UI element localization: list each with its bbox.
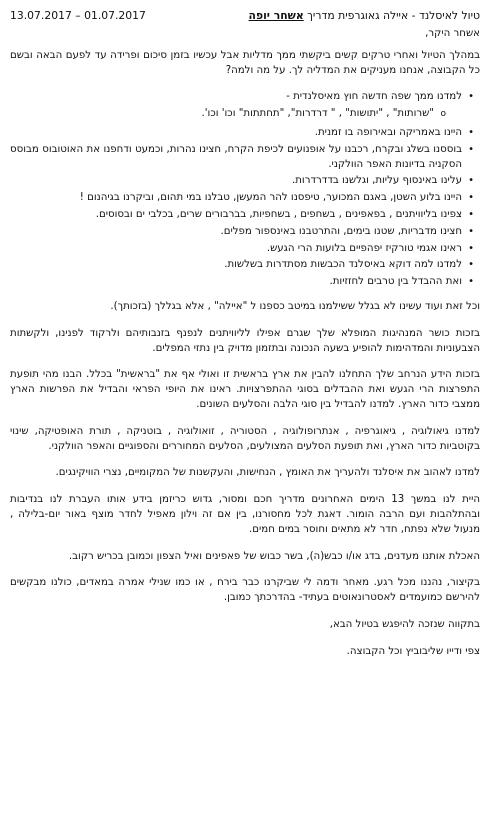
paragraph-3: בזכות כושר המנהיגות המופלא שלך שגרם אפילו לליוויתנים לנפנף בזנבותיהם ולרקוד לפנינו, ולקשתות הצבעוניות והמדהימות להופיע בשעה הנכונה ובתזמון מדויק בין נתזי המפלים.	[10, 327, 480, 354]
header-trip-info	[249, 8, 480, 23]
list-item	[10, 225, 462, 240]
list-item-text: חצינו מדבריות, שטנו בימים, והתרטבנו באינספור מפלים.	[220, 225, 462, 237]
paragraph-9: בקיצור, נהננו מכל רגע. מאחר ודמה לי שביקרנו כבר בירח , או כמו שנילי אמרה במאדים, כולנו מבקשים להירשם כמועמדים לאסטרונאוטים בעתיד- בהדרכתך כמובן.	[10, 577, 480, 604]
paragraph-8: האכלת אותנו מעדנים, בדג או/ו כבש(ה), בשר כבוש של פאפינים ואיל הצפון וכמובן בכריש רקוב.	[68, 550, 480, 562]
paragraph-6: למדנו לאהוב את איסלנד ולהעריך את האומץ , הנחישות, והעקשנות של המקומיים, נצרי הוויקינגים.	[55, 467, 480, 479]
paragraph-2: וכל זאת ועוד עשינו לא בגלל ששילמנו במיטב כספנו ל "איילה" , אלא בגללך (בזכותך).	[110, 300, 480, 312]
list-item	[10, 275, 462, 290]
letter-header	[10, 8, 480, 23]
signature: צפי ודייו שליבוביץ וכל הקבוצה.	[346, 645, 480, 657]
list-item	[10, 143, 462, 173]
list-item	[10, 242, 462, 257]
header-guide-label: מדריך	[307, 9, 335, 22]
list-item	[10, 258, 462, 273]
list-item-text: היינו באמריקה ובאירופה בו זמנית.	[314, 126, 462, 138]
header-title-part: טיול לאיסלנד - איילה גאוגרפית	[338, 9, 480, 22]
header-date-range: 13.07.2017 – 01.07.2017	[10, 9, 146, 22]
list-item-text: צפינו בליוויתנים , בפאפינים , בשחפים , בשחפיות, בברבורים שרים, בכלבי ים ובסוסים.	[95, 208, 462, 220]
list-item-text: למדנו למה דוקא באיסלנד הכבשות מסתדרות בשלשות.	[224, 259, 462, 271]
list-item-text: למדנו ממך שפה חדשה חוץ מאיסלנדית -	[286, 91, 462, 103]
letter-body	[10, 27, 480, 660]
header-guide-name: אשחר יופה	[248, 9, 304, 22]
list-item-text: היינו בלוע השטן, באגם המכוער, טיפסנו להר המעשן, טבלנו במי תהום, וביקרנו בגיהנום !	[79, 192, 462, 204]
sublist-item-text: "שרותות" , "יתושות" , " דרדרות", "תחתתות" וכו' וכו'.	[201, 108, 434, 120]
list-item	[10, 126, 462, 141]
list-item-text: ראינו אגמי טורקיז יפהפיים בלועות הרי הגעש.	[266, 242, 462, 254]
paragraph-5: למדנו גיאולוגיה , גיאוגרפיה , אנתרופולוגיה , הסטוריה , זואולוגיה , בוטניקה , תורת האופטיקה, שינוי בקוטביות כדור הארץ, ואת תופעת הסלעים המצולעים, הסלעים המחוררים והספוגיים והאפר הוולקני.	[10, 425, 480, 452]
paragraph-1: במהלך הטיול ואחרי טרקים קשים ביקשתי ממך מדליות אבל עכשיו בזמן סיכום ופרידה עד לפעם הבאה ובשם כל הקבוצה, אנחנו מעניקים את המדליה לך. על מה ולמה?	[10, 49, 480, 76]
paragraph-7: היית לנו במשך 13 הימים האחרונים מדריך חכם ומסור, גדוש כריזמן בידע אותו העברת לנו בנדיבות ובהתלהבות ועם הרבה הומור. דאגת לכל מחסורנו, בין אם זה וילון מאפיל לחדר מוצף באור יום-בלילה , מנעול שלא נפתח, חדר לא מתאים וחוסר במים חמים.	[10, 494, 480, 535]
list-item	[10, 174, 462, 189]
experiences-list	[10, 90, 480, 290]
list-item	[10, 191, 462, 206]
list-item-text: בוססנו בשלג ובקרח, רכבנו על אופנועים לכיפת הקרח, חצינו נהרות, וכמעט ודחפנו את האוטובוס מבוסס הסקניה בדיונות האפר הוולקני.	[10, 143, 462, 170]
sublist	[10, 107, 462, 122]
list-item-text: ואת ההבדל בין טרבים לחזזיות.	[329, 276, 462, 288]
sublist-item	[10, 107, 434, 122]
list-item	[10, 90, 462, 122]
paragraph-10: בתקווה שנזכה להיפגש בטיול הבא,	[329, 618, 480, 630]
list-item	[10, 208, 462, 223]
paragraph-4: בזכות הידע הנרחב שלך התחלנו להבין את ארץ בראשית זו ואולי אף את "בראשית" בכלל. הבנו מהי תופעת התפרצות הרי הגעש ואת ההבדלים בסוגי ההתפרצויות. ראינו את היופי הפראי והבדיל את הפרשות הארץ ממצבי כדור הארץ. למדנו להבדיל בין סוגי הלבה והסלעים השונים.	[10, 369, 480, 410]
list-item-text: עלינו באינסוף עליות, וגלשנו בדדרדרות.	[292, 175, 462, 187]
greeting: אשחר היקר,	[425, 28, 480, 39]
